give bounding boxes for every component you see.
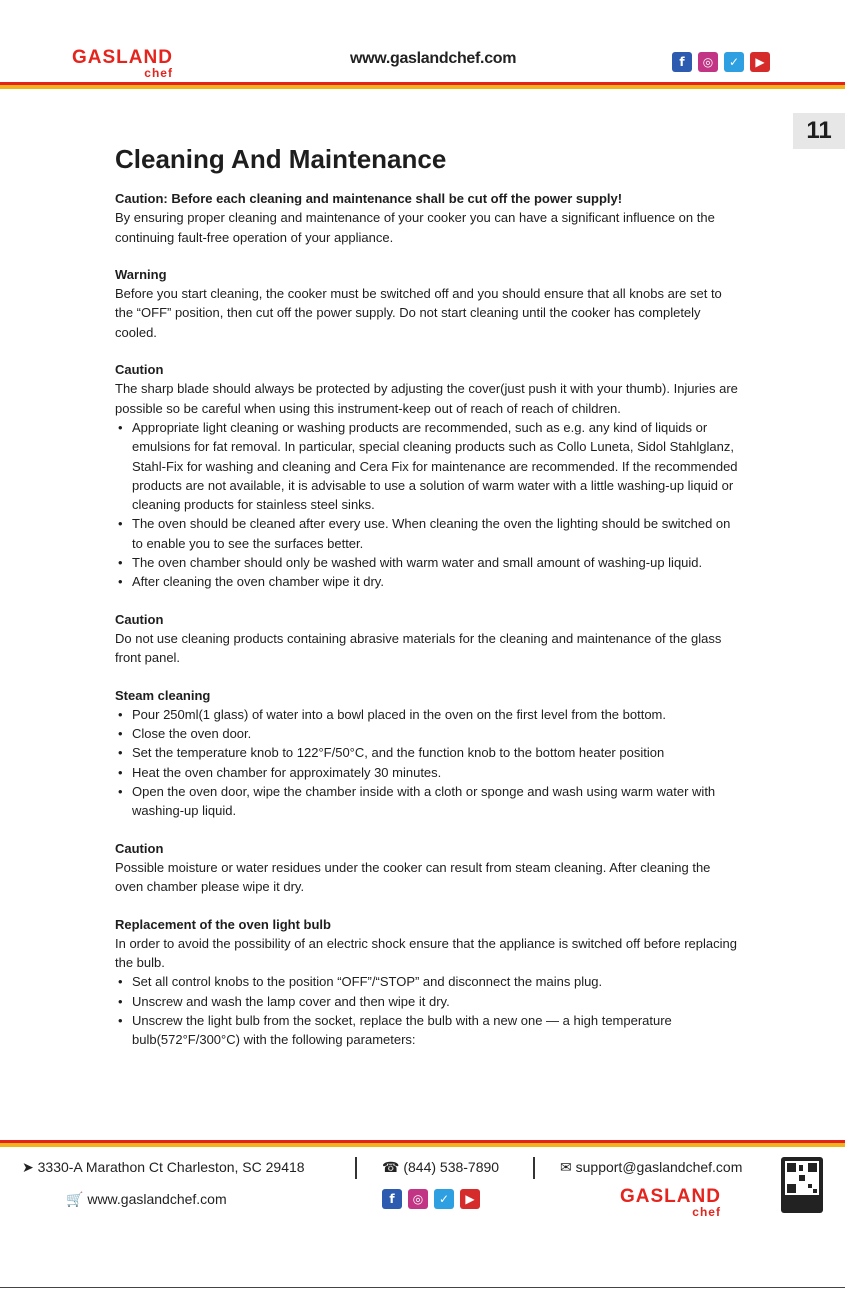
- facebook-icon[interactable]: f: [672, 52, 692, 72]
- footer-email: [560, 1159, 742, 1176]
- footer-yellow-stripe: [0, 1143, 845, 1147]
- logo-main-text: GASLAND: [620, 1186, 721, 1207]
- facebook-icon[interactable]: f: [382, 1189, 402, 1209]
- list-item: • Set all control knobs to the position “OFF”/“STOP” and disconnect the mains plug.: [115, 972, 740, 991]
- footer-website: [66, 1191, 227, 1208]
- footer-divider: [355, 1157, 357, 1179]
- list-item: • Unscrew and wash the lamp cover and then wipe it dry.: [115, 992, 740, 1011]
- list-item: • The oven chamber should only be washed with warm water and small amount of washing-up liquid.: [115, 553, 740, 572]
- footer-website-text[interactable]: www.gaslandchef.com: [87, 1191, 227, 1207]
- qr-code[interactable]: [781, 1157, 823, 1213]
- caution-heading: Caution: [115, 362, 164, 378]
- caution-text: Do not use cleaning products containing abrasive materials for the cleaning and maintenance of the glass front panel.: [115, 630, 722, 666]
- main-content: [115, 142, 740, 1068]
- warning-section: [115, 265, 740, 342]
- header-yellow-stripe: [0, 85, 845, 89]
- twitter-icon[interactable]: ✓: [434, 1189, 454, 1209]
- footer-phone-text[interactable]: (844) 538-7890: [403, 1159, 500, 1175]
- list-item: • After cleaning the oven chamber wipe it dry.: [115, 572, 740, 591]
- list-item: • Unscrew the light bulb from the socket, replace the bulb with a new one — a high temperature bulb(572°F/300°C) with the following parameters:: [115, 1011, 740, 1050]
- list-item: • Pour 250ml(1 glass) of water into a bowl placed in the oven on the first level from the bottom.: [115, 705, 740, 724]
- page-number: 11: [793, 113, 845, 149]
- footer-email-text[interactable]: support@gaslandchef.com: [575, 1159, 743, 1175]
- caution-heading: Caution: [115, 840, 164, 856]
- intro-caution: Caution: Before each cleaning and maintenance shall be cut off the power supply!: [115, 191, 623, 206]
- list-item: • Appropriate light cleaning or washing products are recommended, such as e.g. any kind of liquids or emulsions for fat removal. In particular, special cleaning products such as Collo Luneta, Sidol Stahlglanz, Stahl-Fix for washing and cleaning and Cera Fix for maintenance are recommended. If the recommended products are not available, it is advisable to use a solution of warm water with a little washing-up liquid or cleaning products for stainless steel sinks.: [115, 418, 740, 514]
- list-item: • Heat the oven chamber for approximately 30 minutes.: [115, 763, 740, 782]
- phone-icon: ☎: [382, 1159, 400, 1175]
- bulb-replacement-section: [115, 915, 740, 1050]
- header-social-icons: [672, 52, 770, 72]
- warning-heading: Warning: [115, 266, 167, 282]
- footer-address-text: 3330-A Marathon Ct Charleston, SC 29418: [37, 1159, 305, 1175]
- list-item: • Open the oven door, wipe the chamber inside with a cloth or sponge and wash using warm water with washing-up liquid.: [115, 782, 740, 821]
- caution-heading: Caution: [115, 611, 164, 627]
- intro-section: [115, 189, 740, 247]
- caution-text: Possible moisture or water residues under the cooker can result from steam cleaning. After cleaning the oven chamber please wipe it dry.: [115, 859, 711, 895]
- gasland-logo: [72, 48, 173, 79]
- warning-text: Before you start cleaning, the cooker must be switched off and you should ensure that all knobs are set to the “OFF” position, then cut off the power supply. Do not start cleaning until the cooker has completely cooled.: [115, 286, 722, 340]
- steam-cleaning-section: [115, 686, 740, 821]
- steam-list: [115, 705, 740, 821]
- cart-icon: 🛒: [66, 1191, 84, 1207]
- envelope-icon: ✉: [560, 1159, 572, 1175]
- steam-heading: Steam cleaning: [115, 687, 211, 703]
- caution-section-2: [115, 610, 740, 668]
- caution-section-3: [115, 839, 740, 897]
- intro-text: By ensuring proper cleaning and maintenance of your cooker you can have a significant influence on the continuing fault-free operation of your appliance.: [115, 210, 715, 245]
- instagram-icon[interactable]: ◎: [408, 1189, 428, 1209]
- list-item: • Set the temperature knob to 122°F/50°C, and the function knob to the bottom heater position: [115, 743, 740, 762]
- location-arrow-icon: ➤: [22, 1159, 34, 1175]
- header-website[interactable]: www.gaslandchef.com: [350, 50, 517, 67]
- logo-sub-text: chef: [144, 66, 173, 80]
- footer-divider: [533, 1157, 535, 1179]
- footer-address: [22, 1159, 305, 1176]
- page-title: Cleaning And Maintenance: [115, 144, 447, 174]
- caution-text: The sharp blade should always be protected by adjusting the cover(just push it with your thumb). Injuries are possible so be careful when using this instrument-keep out of reach of reach of children.: [115, 381, 738, 416]
- bottom-rule: [0, 1287, 845, 1288]
- logo-sub-text: chef: [692, 1205, 721, 1219]
- logo-main-text: GASLAND: [72, 47, 173, 68]
- youtube-icon[interactable]: ▶: [750, 52, 770, 72]
- footer-gasland-logo: [620, 1187, 721, 1218]
- youtube-icon[interactable]: ▶: [460, 1189, 480, 1209]
- footer-phone: [382, 1159, 499, 1176]
- list-item: • The oven should be cleaned after every use. When cleaning the oven the lighting should be switched on to enable you to see the surfaces better.: [115, 514, 740, 553]
- instagram-icon[interactable]: ◎: [698, 52, 718, 72]
- list-item: • Close the oven door.: [115, 724, 740, 743]
- bulb-list: [115, 972, 740, 1049]
- twitter-icon[interactable]: ✓: [724, 52, 744, 72]
- bulb-heading: Replacement of the oven light bulb: [115, 916, 331, 932]
- footer-social-icons: [382, 1189, 480, 1209]
- caution-section-1: [115, 360, 740, 592]
- caution-list: [115, 418, 740, 592]
- bulb-text: In order to avoid the possibility of an electric shock ensure that the appliance is switched off before replacing the bulb.: [115, 935, 737, 971]
